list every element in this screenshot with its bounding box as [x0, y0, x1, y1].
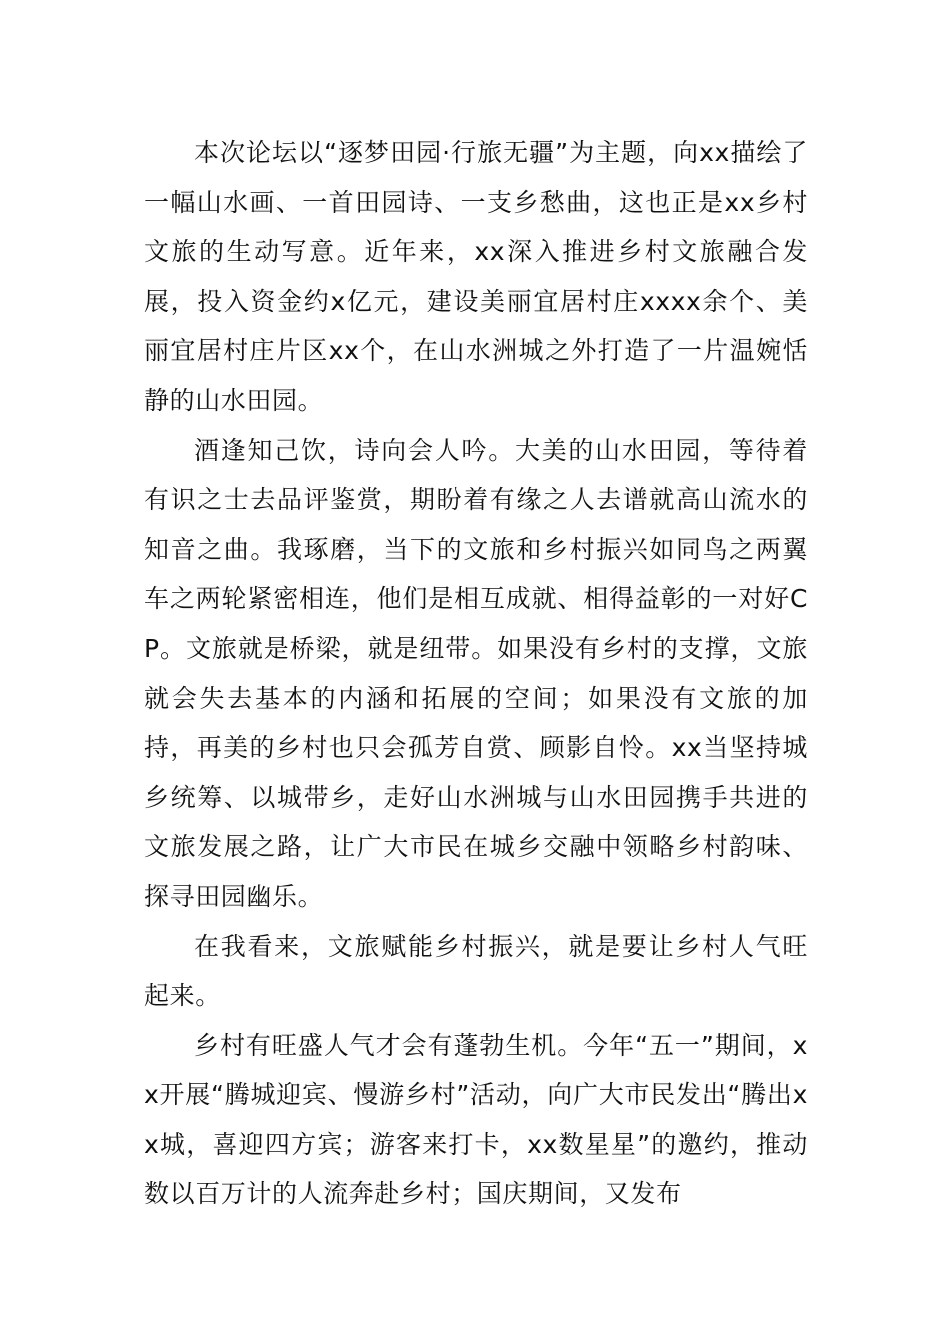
paragraph: 本次论坛以“逐梦田园·行旅无疆”为主题，向xx描绘了一幅山水画、一首田园诗、一支乡愁曲，这也正是xx乡村文旅的生动写意。近年来，xx深入推进乡村文旅融合发展，投入资金约x亿元，建设美丽宜居村庄xxxx余个、美丽宜居村庄片区xx个，在山水洲城之外打造了一片温婉恬静的山水田园。 [144, 138, 808, 415]
paragraph: 乡村有旺盛人气才会有蓬勃生机。今年“五一”期间，xx开展“腾城迎宾、慢游乡村”活动，向广大市民发出“腾出xx城，喜迎四方宾；游客来打卡，xx数星星”的邀约，推动数以百万计的人流奔赴乡村；国庆期间，又发布 [144, 1030, 808, 1209]
paragraph: 在我看来，文旅赋能乡村振兴，就是要让乡村人气旺起来。 [144, 931, 808, 1011]
paragraph: 酒逢知己饮，诗向会人吟。大美的山水田园，等待着有识之士去品评鉴赏，期盼着有缘之人去谱就高山流水的知音之曲。我琢磨，当下的文旅和乡村振兴如同鸟之两翼车之两轮紧密相连，他们是相互成就、相得益彰的一对好CP。文旅就是桥梁，就是纽带。如果没有乡村的支撑，文旅就会失去基本的内涵和拓展的空间；如果没有文旅的加持，再美的乡村也只会孤芳自赏、顾影自怜。xx当坚持城乡统筹、以城带乡，走好山水洲城与山水田园携手共进的文旅发展之路，让广大市民在城乡交融中领略乡村韵味、探寻田园幽乐。 [144, 435, 808, 911]
document-body [144, 128, 808, 1219]
